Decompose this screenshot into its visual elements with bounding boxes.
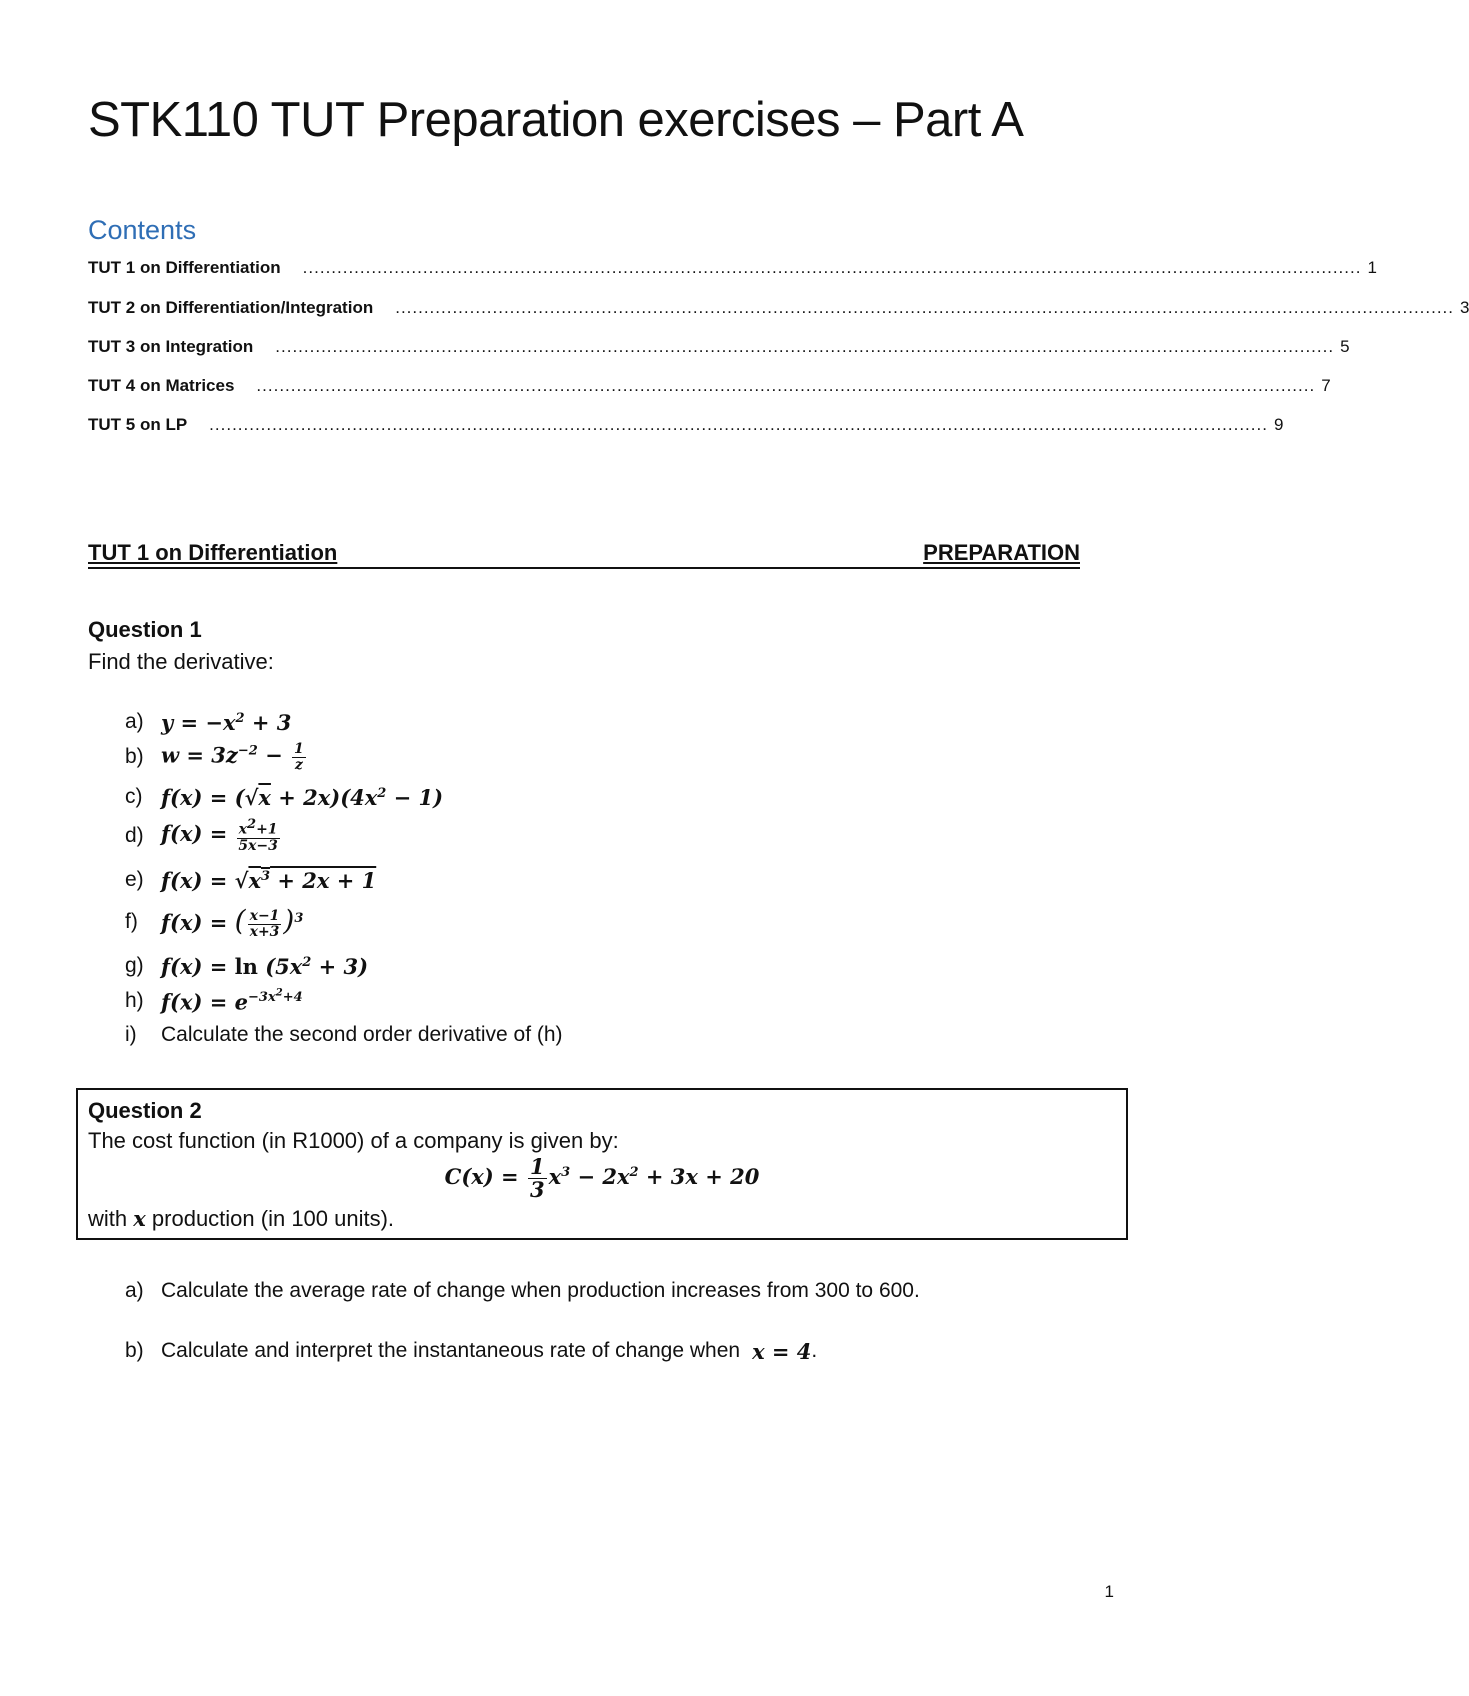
toc-entry[interactable] [88, 376, 1331, 400]
toc-entry-page: 7 [1321, 376, 1331, 395]
question-2-with-line [88, 1206, 394, 1232]
toc-entry-label: TUT 1 on Differentiation [88, 258, 281, 277]
toc-entry[interactable] [88, 258, 1377, 282]
formula-a: $y = -x^2 + 3$ [161, 709, 292, 735]
page-title: STK110 TUT Preparation exercises – Part A [88, 93, 1024, 147]
question-1-item-a [125, 706, 291, 738]
item-letter: a) [125, 710, 144, 733]
item-letter: b) [125, 745, 144, 768]
toc-entry-page: 3 [1460, 298, 1469, 317]
formula-f: f(x) = ( $\frac{x-1}{x+3}$ )$^3$ [161, 904, 304, 941]
question-1-item-h [125, 985, 303, 1017]
question-1-item-e [125, 864, 376, 896]
toc-heading: Contents [88, 215, 197, 245]
question-1-item-g [125, 950, 368, 982]
part-b-equation: x = 4 [752, 1338, 812, 1364]
toc-entry-label: TUT 3 on Integration [88, 337, 254, 356]
item-letter: i) [125, 1023, 137, 1046]
question-2-title: Question 2 [88, 1098, 202, 1123]
question-1-item-c [125, 781, 443, 813]
question-1-title: Question 1 [88, 617, 202, 642]
item-letter: d) [125, 824, 144, 847]
toc-entry[interactable] [88, 415, 1284, 439]
formula-h: $f(x) = e^{-3x^2+4}$ [161, 987, 303, 1015]
question-1-item-i [125, 1019, 563, 1051]
toc-leader: ......................................................................................................................................................................................... [395, 298, 1455, 317]
item-letter: g) [125, 954, 144, 977]
item-letter: e) [125, 868, 144, 891]
item-letter: f) [125, 910, 138, 933]
toc-leader: ......................................................................................................................................................................................... [275, 337, 1335, 356]
part-a-text: Calculate the average rate of change when production increases from 300 to 600. [161, 1279, 920, 1302]
toc-leader: ......................................................................................................................................................................................... [256, 376, 1316, 395]
toc-entry[interactable] [88, 298, 1469, 322]
item-i-text: Calculate the second order derivative of (h) [161, 1023, 563, 1046]
toc-leader: ......................................................................................................................................................................................... [209, 415, 1268, 434]
formula-g: $f(x) = \ln (5x^2 + 3)$ [161, 953, 369, 979]
question-2-box [76, 1088, 1128, 1240]
section-tag: PREPARATION [923, 540, 1080, 565]
item-letter: h) [125, 989, 144, 1012]
question-1-item-d [125, 817, 282, 854]
section-title: TUT 1 on Differentiation [88, 540, 338, 565]
question-2-part-b [125, 1335, 817, 1367]
with-prefix: with [88, 1206, 128, 1231]
cost-function-formula: C(x) = $\frac{1}{3}$ $x^3 - 2x^2 + 3x + 20$ [444, 1154, 760, 1203]
question-1-item-f [125, 904, 304, 941]
toc-entry[interactable] [88, 337, 1350, 361]
with-suffix: production (in 100 units). [151, 1206, 395, 1231]
toc-entry-label: TUT 2 on Differentiation/Integration [88, 298, 374, 317]
part-b-text: Calculate and interpret the instantaneous rate of change when [161, 1339, 741, 1362]
toc-entry-page: 1 [1367, 258, 1377, 277]
formula-b: $w = 3z^{-2}$ − $\frac{1}{z}$ [161, 740, 304, 773]
toc-entry-page: 9 [1273, 415, 1284, 434]
toc-entry-label: TUT 5 on LP [88, 415, 188, 434]
with-variable: x [133, 1206, 146, 1231]
question-1-item-b [125, 741, 308, 773]
part-b-end: . [811, 1339, 818, 1362]
item-letter: a) [125, 1279, 144, 1302]
formula-d: f(x) = $\frac{x^2+1}{5x-3}$ [161, 817, 278, 854]
toc-leader: ......................................................................................................................................................................................... [302, 258, 1362, 277]
question-1-prompt: Find the derivative: [88, 649, 274, 674]
item-letter: c) [125, 785, 143, 808]
question-2-part-a [125, 1275, 920, 1307]
question-2-intro: The cost function (in R1000) of a company is given by: [88, 1128, 619, 1153]
item-letter: b) [125, 1339, 144, 1362]
toc-entry-label: TUT 4 on Matrices [88, 376, 235, 395]
toc-entry-page: 5 [1340, 337, 1350, 356]
formula-c: $f(x) = (√x + 2x)(4x^2 - 1)$ [161, 784, 444, 810]
page-number: 1 [1104, 1582, 1114, 1601]
formula-e: $f(x) = √x^3 + 2x + 1$ [161, 867, 377, 893]
section-header [88, 540, 1080, 569]
